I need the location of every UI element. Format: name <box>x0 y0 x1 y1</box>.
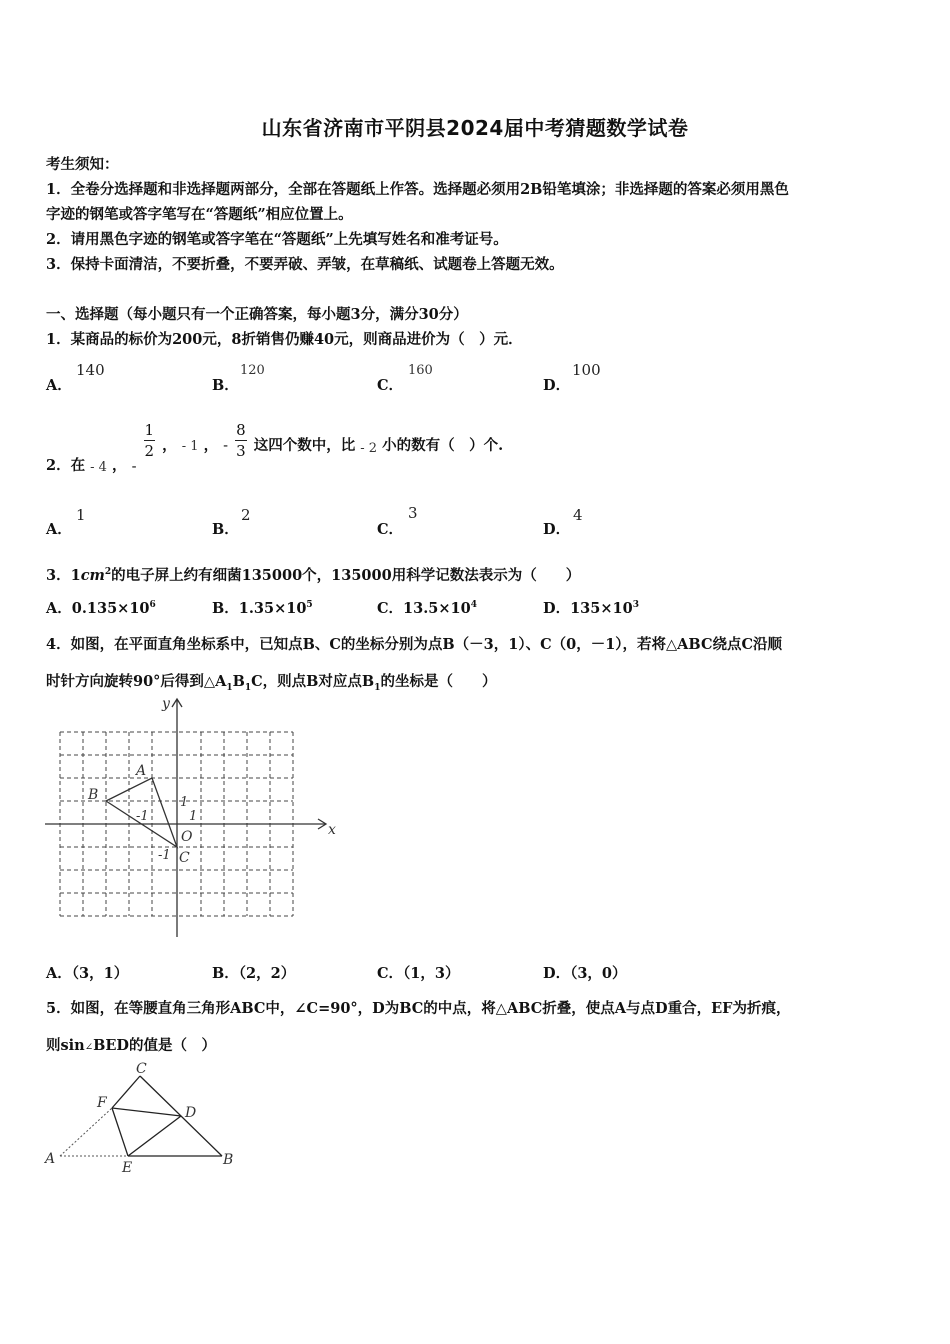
q4-coordinate-figure <box>40 692 345 942</box>
q4-stem-line-1: 4．如图，在平面直角坐标系中，已知点B、C的坐标分别为点B（－3，1）、C（0，－1），若将△ABC绕点C沿顺 <box>46 636 783 653</box>
q5-segment-ed <box>128 1116 181 1156</box>
q3-stem <box>46 564 580 585</box>
q4-option-c <box>377 962 459 983</box>
q4-tick-x-1: 1 <box>189 809 198 824</box>
q2-middle: 这四个数中，比 <box>253 436 356 454</box>
q2-option-d-value: 4 <box>573 506 583 524</box>
q4-x-label: x <box>328 822 336 838</box>
q4-point-c-label: C <box>179 850 190 866</box>
q4-option-c-value: （1，3） <box>403 965 460 982</box>
q3-option-d-exp: 3 <box>632 600 639 611</box>
q2-option-d-label: D． <box>543 521 571 538</box>
q2-fraction-2-num: 8 <box>236 421 246 439</box>
q3-option-b-label: B． <box>212 600 239 617</box>
q2-option-a-label: A． <box>46 521 72 538</box>
q2-minus-2: - <box>223 437 229 454</box>
q3-option-d <box>543 597 639 618</box>
q2-prefix: 2．在 <box>46 456 86 474</box>
q3-option-c-exp: 4 <box>470 600 477 611</box>
q3-option-d-base: 135×10 <box>570 600 633 617</box>
q1-option-a-label: A． <box>46 377 72 394</box>
q4-y-label: y <box>162 696 170 712</box>
notice-item-3: 3．保持卡面清洁，不要折叠，不要弄破、弄皱，在草稿纸、试题卷上答题无效。 <box>46 256 564 273</box>
section-heading: 一、选择题（每小题只有一个正确答案，每小题3分，满分30分） <box>46 306 468 323</box>
q2-option-b-value: 2 <box>241 506 251 524</box>
q4-option-a <box>46 962 128 983</box>
q3-option-d-label: D． <box>543 600 571 617</box>
q3-rest: 的电子屏上约有细菌135000个，135000用科学记数法表示为（ ） <box>111 567 581 584</box>
q5-dotted-af <box>60 1108 112 1156</box>
q2-option-c-value: 3 <box>408 504 418 522</box>
notice-item-1: 1．全卷分选择题和非选择题两部分，全部在答题纸上作答。选择题必须用2B铅笔填涂；非选择题的答案必须用黑色 <box>46 181 789 198</box>
q2-fraction-2-den: 3 <box>236 442 246 460</box>
q5-stem-part-b: BED的值是（ ） <box>93 1037 216 1054</box>
q2-option-a-value: 1 <box>76 506 86 524</box>
q3-option-c-label: C． <box>377 600 404 617</box>
q2-sep-1: ， <box>112 456 127 474</box>
q5-triangle-figure <box>40 1058 250 1178</box>
q2-fraction-1-den: 2 <box>144 442 155 460</box>
q1-option-b-value: 120 <box>240 363 265 378</box>
q4-origin-label: O <box>181 829 193 845</box>
q2-number-1: - 4 <box>90 459 107 475</box>
q5-point-f-label: F <box>97 1095 107 1111</box>
q4-stem-part-a: 时针方向旋转90°后得到△A <box>46 673 227 690</box>
q5-point-e-label: E <box>122 1160 133 1176</box>
notice-item-2: 2．请用黑色字迹的钢笔或答字笔在“答题纸”上先填写姓名和准考证号。 <box>46 231 508 248</box>
q5-point-c-label: C <box>136 1061 147 1077</box>
q4-point-a-label: A <box>136 763 147 779</box>
q3-option-a <box>46 597 156 618</box>
q2-option-c-label: C． <box>377 521 404 538</box>
q5-point-d-label: D <box>185 1105 197 1121</box>
q4-option-d-value: （3，0） <box>570 965 627 982</box>
q4-option-d <box>543 962 627 983</box>
q5-side-fc <box>112 1076 140 1108</box>
q3-unit-exp: 2 <box>104 567 112 578</box>
q1-option-d-label: D． <box>543 377 571 394</box>
q3-option-a-exp: 6 <box>149 600 156 611</box>
q4-option-b-label: B． <box>212 965 239 982</box>
q3-option-c-base: 13.5×10 <box>403 600 471 617</box>
q2-suffix: 小的数有（ ）个. <box>382 436 504 454</box>
q4-sub-3: 1 <box>374 682 381 693</box>
q4-option-c-label: C． <box>377 965 404 982</box>
q5-segment-fd <box>112 1108 181 1116</box>
q5-stem-part-a: 则sin <box>46 1037 85 1054</box>
q5-fold-ef <box>112 1108 128 1156</box>
q5-angle-symbol: ∠ <box>84 1042 94 1053</box>
q5-stem-line-2 <box>46 1034 216 1055</box>
q4-stem-part-c: C，则点B对应点B <box>251 673 375 690</box>
notice-item-1-cont: 字迹的钢笔或答字笔写在“答题纸”相应位置上。 <box>46 206 353 223</box>
q4-stem-part-b: B <box>232 673 245 690</box>
q4-tick-x-minus-1: -1 <box>136 809 149 824</box>
q4-option-a-label: A． <box>46 965 72 982</box>
q4-tick-y-minus-1: -1 <box>158 848 171 863</box>
q4-option-b-value: （2，2） <box>238 965 296 982</box>
q5-stem-line-1: 5．如图，在等腰直角三角形ABC中，∠C=90°，D为BC的中点，将△ABC折叠，使点A与点D重合，EF为折痕， <box>46 1000 791 1017</box>
q4-tick-y-1: 1 <box>180 795 189 810</box>
q5-point-b-label: B <box>223 1152 234 1168</box>
q3-option-a-base: 0.135×10 <box>71 600 150 617</box>
q3-option-a-label: A． <box>46 600 72 617</box>
q3-option-b-exp: 5 <box>306 600 313 611</box>
q4-point-b-label: B <box>88 787 99 803</box>
q1-option-d-value: 100 <box>572 361 601 379</box>
q2-number-4: - 2 <box>360 440 378 456</box>
page-title: 山东省济南市平阴县2024届中考猜题数学试卷 <box>261 116 689 140</box>
q2-sep-3: ， <box>203 436 219 454</box>
notice-heading: 考生须知： <box>46 156 119 173</box>
q1-stem: 1．某商品的标价为200元，8折销售仍赚40元，则商品进价为（ ）元． <box>46 331 523 348</box>
q2-option-b-label: B． <box>212 521 239 538</box>
q1-option-c-value: 160 <box>408 363 433 378</box>
q3-option-b-base: 1.35×10 <box>238 600 307 617</box>
q4-stem-part-d: 的坐标是（ ） <box>380 673 497 690</box>
q4-option-a-value: （3，1） <box>71 965 129 982</box>
q4-sub-1: 1 <box>226 682 233 693</box>
q4-sub-2: 1 <box>244 682 252 693</box>
q2-sep-2: ， <box>162 436 177 454</box>
q4-stem-line-2 <box>46 670 496 693</box>
q1-option-c-label: C． <box>377 377 404 394</box>
q3-unit: cm <box>80 567 105 584</box>
q3-prefix: 3．1 <box>46 567 81 584</box>
q3-option-c <box>377 597 477 618</box>
q5-point-a-label: A <box>45 1151 56 1167</box>
q3-option-b <box>212 597 313 618</box>
q1-option-b-label: B． <box>212 377 239 394</box>
q2-number-3: - 1 <box>181 438 199 454</box>
q4-option-d-label: D． <box>543 965 571 982</box>
q1-option-a-value: 140 <box>76 361 105 379</box>
q2-fraction-1 <box>144 420 156 461</box>
q2-fraction-1-num: 1 <box>144 421 155 439</box>
q2-stem <box>46 420 504 475</box>
q2-minus: - <box>131 458 137 475</box>
q4-option-b <box>212 962 295 983</box>
q4-axes <box>45 699 326 937</box>
q2-fraction-2 <box>235 420 247 461</box>
